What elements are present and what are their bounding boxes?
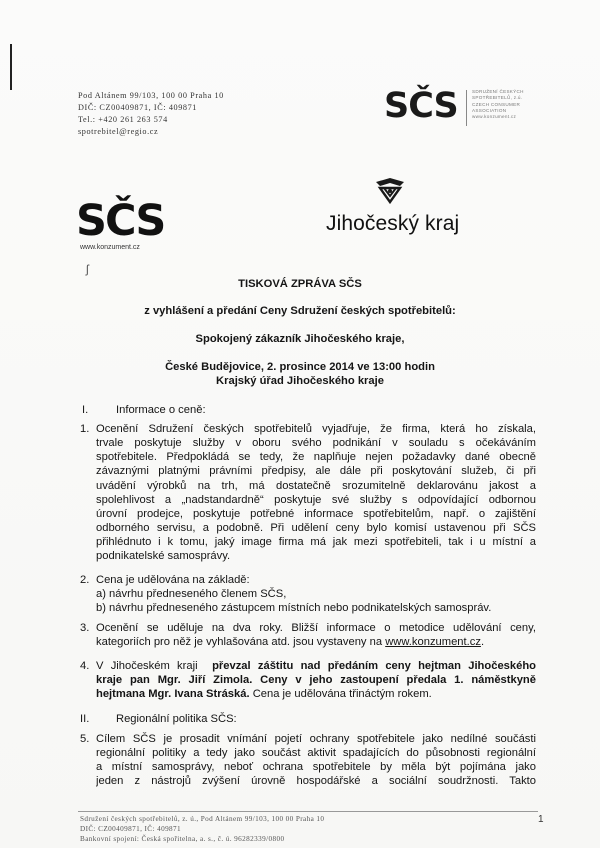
event-datetime: České Budějovice, 2. prosince 2014 ve 13:00 hodin [165,361,435,373]
paragraph-line: podnikatelské samosprávy. [96,550,231,563]
sender-phone: Tel.: +420 261 263 574 [78,115,168,124]
list-number: 4. [80,660,90,672]
tagline-line: ASSOCIATION [472,107,507,113]
logo-divider [466,90,467,126]
paragraph-line [96,687,536,701]
handwritten-tick-mark: ʃ [86,262,89,276]
paragraph-line: Cena je udělována na základě: [96,574,250,586]
footer-tax-ids: DIČ: CZ00409871, IČ: 409871 [80,825,182,833]
list-item-3 [80,621,536,649]
paragraph-line: spotřebitele. Předpokládá se tedy, že naplňuje nejen požadavky dané obecně [96,451,536,464]
letterhead-sender [78,90,224,138]
tagline-line: CZECH CONSUMER [472,101,521,107]
paragraph-line: regionální politiky a tedy jako součást aktivit spadajících do působnosti regionální [96,747,536,760]
scs-logo-small: SČS [384,86,458,126]
list-number: 1. [80,423,90,435]
footer [80,814,324,844]
paragraph-line: Ocenění Sdružení českých spotřebitelů vyjadřuje, že firma, která ho získala, [96,423,536,435]
paragraph-bold-text: převzal záštitu nad předáním ceny hejtman Jihočeského [212,660,536,672]
konzument-link[interactable]: www.konzument.cz [385,636,481,649]
scs-logo-web: www.konzument.cz [80,244,140,251]
paragraph-line: a místní samosprávy, neboť ochrana spotřebitele by měla být pojímána jako [96,761,536,774]
jihocesky-kraj-logo-text: Jihočeský kraj [326,212,460,235]
paragraph-line: Ocenění se uděluje na dva roky. Bližší informace o metodice udělování ceny, [96,622,536,634]
paragraph-line: jeden z nástrojů zvýšení úrovně hospodářské a sociální soudržnosti. Takto [96,775,536,788]
footer-bank: Bankovní spojení: Česká spořitelna, a. s., č. ú. 96282339/0800 [80,835,285,843]
paragraph-line: uvádění výrobků na trh, má dostatečně srozumitelně deklarovánu jakost a [96,479,536,492]
tagline-line: SPOTŘEBITELŮ, z.ú. [472,95,523,101]
footer-divider [78,811,538,812]
sender-email: spotrebitel@regio.cz [78,127,159,136]
award-name: Spokojený zákazník Jihočeského kraje, [195,333,405,345]
paragraph-line [96,635,536,649]
section-numeral: I. [82,404,89,416]
sender-address: Pod Altánem 99/103, 100 00 Praha 10 [78,91,224,100]
tagline-line: SDRUŽENÍ ČESKÝCH [472,89,524,94]
paragraph-line: trvale poskytuje služby v oboru svého podnikání v souladu s očekáváním [96,437,536,450]
scs-logo-large: SČS [76,196,165,246]
footer-address: Sdružení českých spotřebitelů, z. ú., Pod Altánem 99/103, 100 00 Praha 10 [80,815,325,823]
paragraph-bold-text: hejtmana Mgr. Ivana Stráská. [96,688,250,701]
list-number: 2. [80,574,90,586]
paragraph-line: úrovní prodejce, poskytuje potřebné informace spotřebitelům, např. o zajištění [96,507,536,520]
list-item-1 [80,422,536,563]
tagline-line: www.konzument.cz [472,114,517,120]
paragraph-bold-text: kraje pan Mgr. Jiří Zimola. Ceny v jeho zastoupení předala 1. náměstkyně [96,674,536,687]
section-numeral: II. [80,713,90,725]
margin-pen-mark [10,44,12,90]
paragraph-text: Cena je udělována třináctým rokem. [252,688,432,701]
paragraph-text: . [480,636,485,649]
list-number: 5. [80,733,90,745]
list-number: 3. [80,622,90,634]
paragraph-line: spolehlivost a „nadstandardně“ poskytuje své služby s odpovídající odbornou [96,493,536,506]
paragraph-text: kategoriích pro něž je vyhlašována atd. jsou vystaveny na [96,636,383,649]
paragraph-line [96,659,536,673]
press-release-subtitle: z vyhlášení a předání Ceny Sdružení českých spotřebitelů: [144,305,456,317]
list-item-4 [80,659,536,701]
section-heading: Informace o ceně: [116,404,206,416]
paragraph-line: závaznými platnými právními předpisy, ale dále při poskytování služeb, či při [96,465,536,478]
list-item-5 [80,732,536,789]
press-release-title: TISKOVÁ ZPRÁVA SČS [238,278,362,290]
paragraph-text: V Jihočeském kraji [96,660,198,672]
event-place: Krajský úřad Jihočeského kraje [216,375,384,387]
paragraph-line: odborného servisu, a podobně. Při udělení ceny bylo komisí ustavenou při SČS [96,521,536,534]
sub-item-a: a) návrhu předneseného členem SČS, [96,588,287,601]
scs-logo-tagline [472,89,562,120]
sender-tax-ids: DIČ: CZ00409871, IČ: 409871 [78,103,197,112]
paragraph-line: Cílem SČS je prosadit vnímání pojetí ochrany spotřebitele jako nedílné součásti [96,733,536,745]
section-heading: Regionální politika SČS: [116,713,237,725]
paragraph-line [96,673,536,687]
sub-item-b: b) návrhu předneseného zástupcem místních nebo podnikatelských samospráv. [96,602,492,615]
list-item-2 [80,573,536,615]
jihocesky-kraj-emblem-icon [372,176,408,206]
paragraph-line: přihlédnuto i k tomu, jaký image firma má jak mezi spotřebiteli, tak i u místní a [96,536,536,549]
page-number: 1 [538,814,544,825]
